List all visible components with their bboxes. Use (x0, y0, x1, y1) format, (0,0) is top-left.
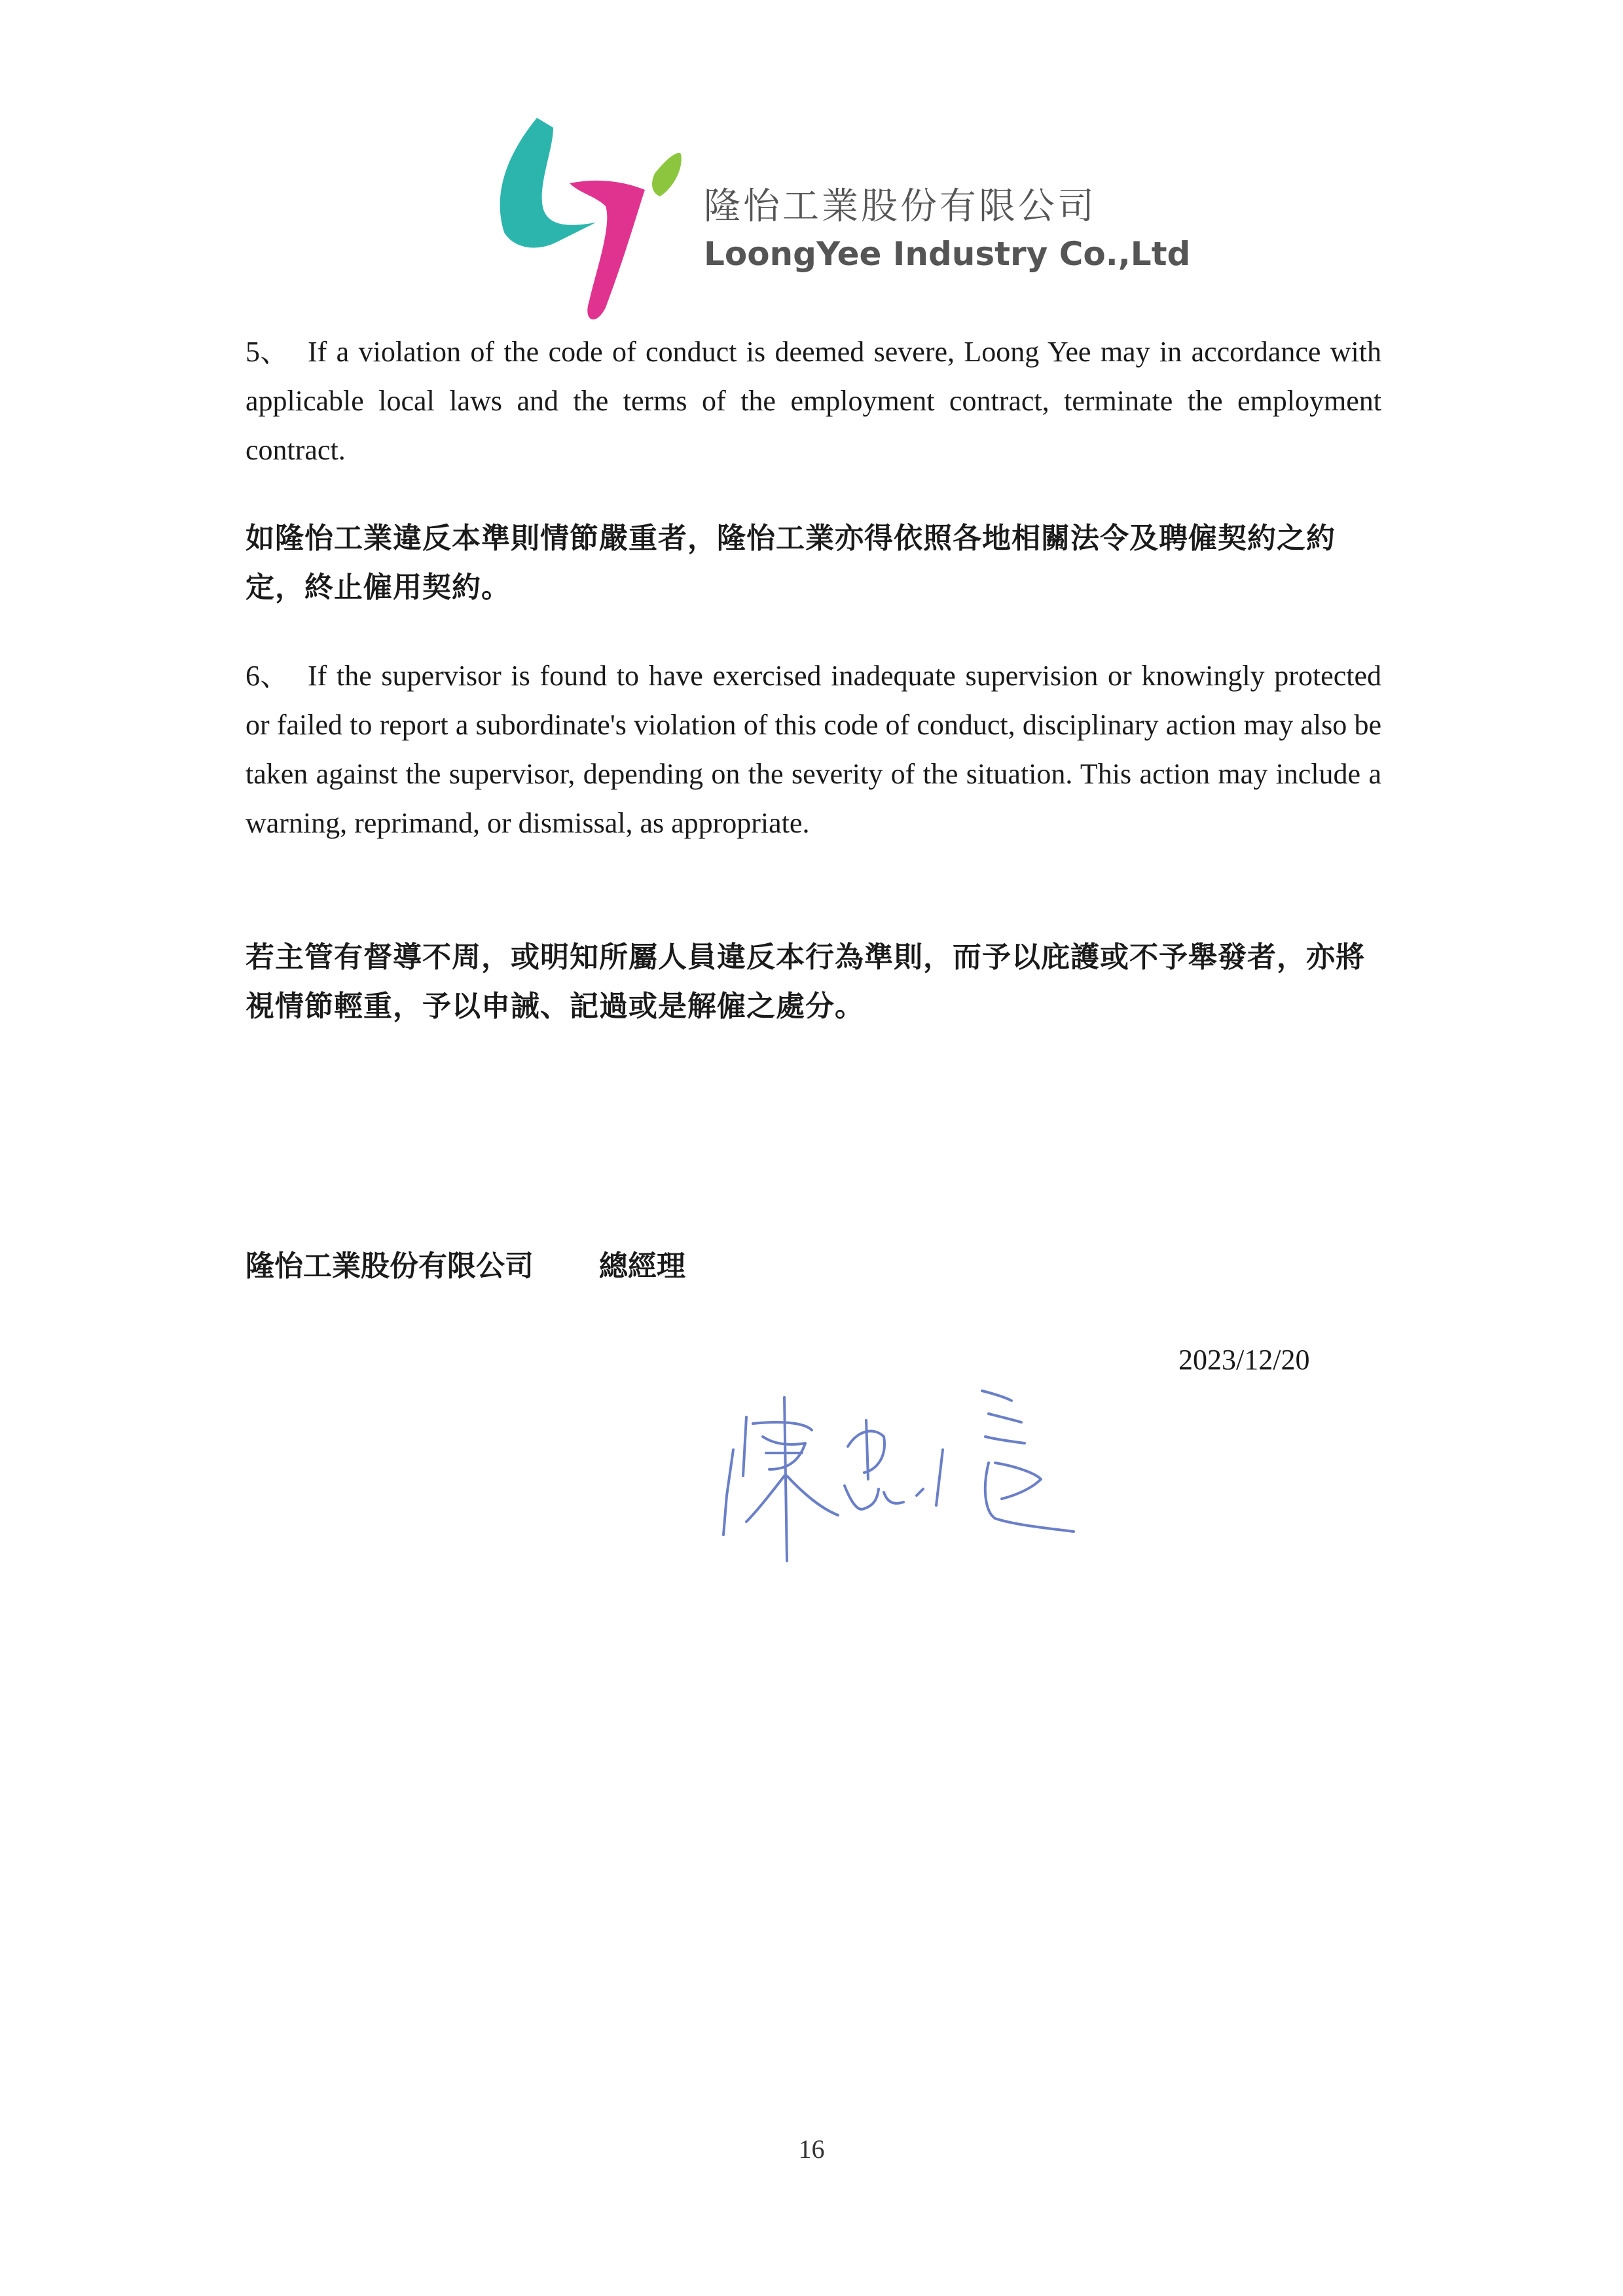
item-5-chinese: 如隆怡工業違反本準則情節嚴重者，隆怡工業亦得依照各地相關法令及聘僱契約之約定，終止僱用契約。 (246, 522, 1336, 604)
page-number: 16 (798, 2134, 825, 2164)
item-6-text-en: If the supervisor is found to have exercised inadequate supervision or knowingly protected or failed to report a subordinate's violation of this code of conduct, disciplinary action may also be taken against the supervisor, depending on the severity of the situation. This action may include a warning, reprimand, or dismissal, as appropriate. (246, 660, 1381, 839)
logo-mark-icon (491, 111, 701, 327)
document-date: 2023/12/20 (1178, 1344, 1310, 1376)
company-logo (491, 111, 1191, 327)
signatory-title: 總經理 (599, 1249, 685, 1283)
handwritten-signature (707, 1365, 1113, 1607)
item-6-chinese: 若主管有督導不周，或明知所屬人員違反本行為準則，而予以庇護或不予舉發者，亦將視情節輕重，予以申誡、記過或是解僱之處分。 (246, 941, 1365, 1023)
item-6-number: 6、 (246, 660, 289, 692)
signatory-line (246, 1247, 685, 1286)
item-5-english (246, 327, 1381, 475)
company-name-en: LoongYee Industry Co.,Ltd (704, 235, 1191, 273)
signatory-company: 隆怡工業股份有限公司 (246, 1249, 534, 1283)
item-5-number: 5、 (246, 336, 289, 368)
company-name-zh: 隆怡工業股份有限公司 (704, 185, 1097, 228)
logo-text (704, 183, 1190, 278)
item-6-english (246, 651, 1381, 848)
item-5-text-en: If a violation of the code of conduct is deemed severe, Loong Yee may in accordance with applicable local laws and the terms of the employment contract, terminate the employment contract. (246, 336, 1381, 466)
